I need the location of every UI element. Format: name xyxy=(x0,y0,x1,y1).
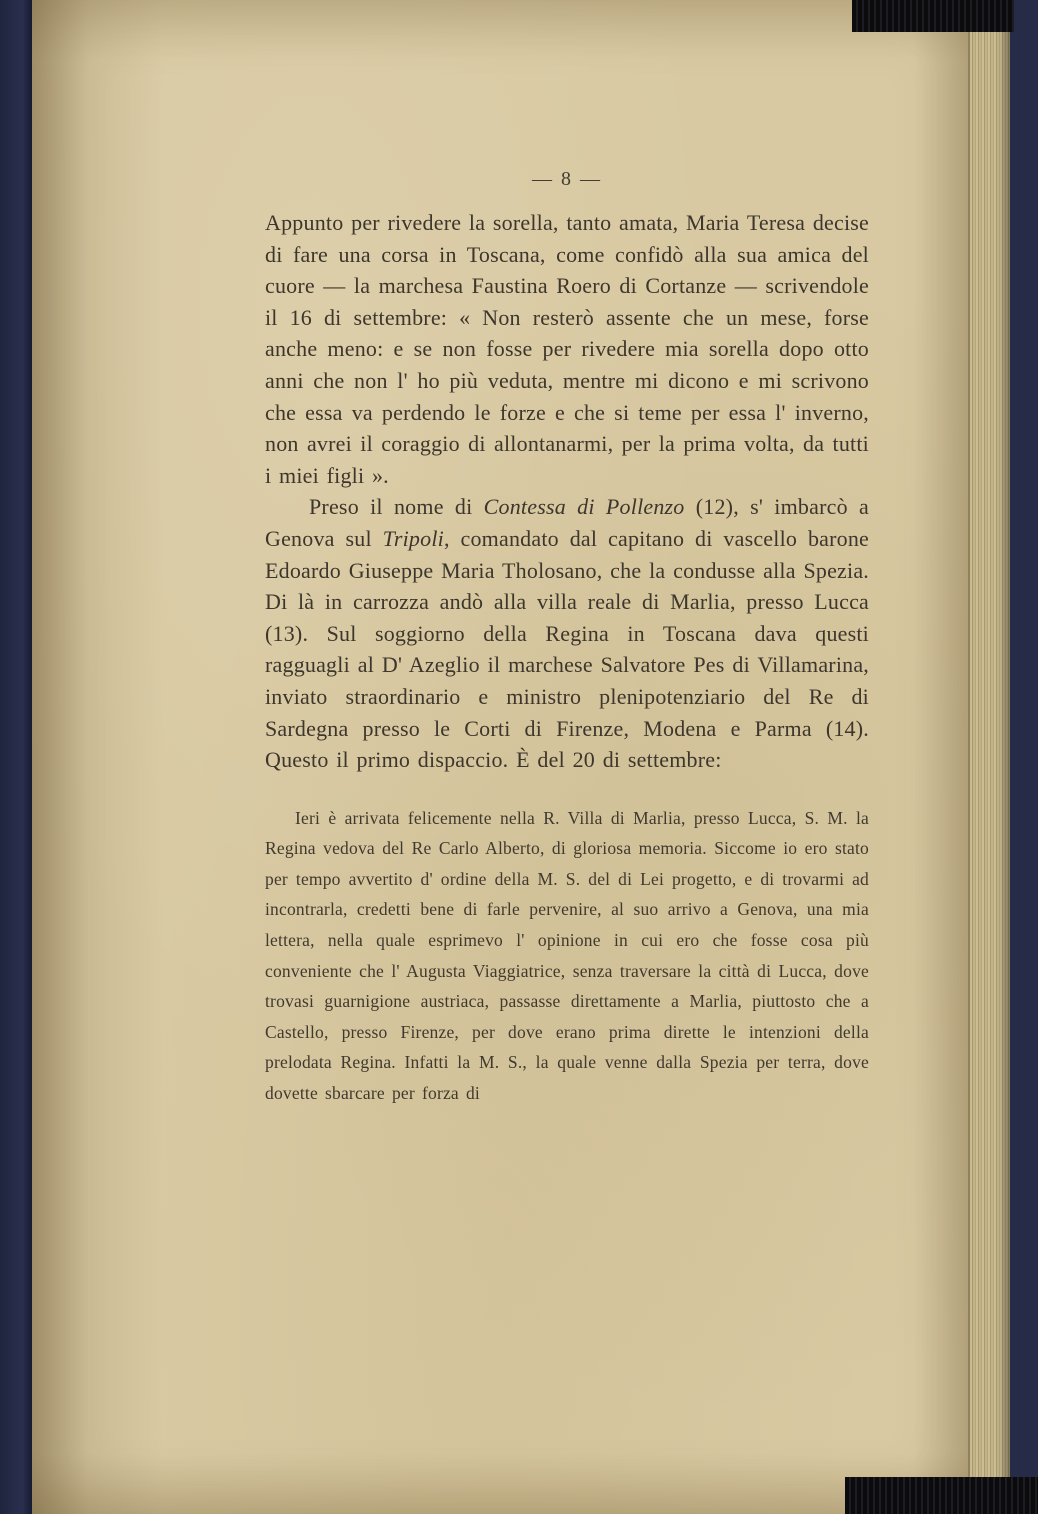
italic-title-contessa: Contessa di Pollenzo xyxy=(483,494,685,520)
paragraph-1: Appunto per rivedere la sorella, tanto amata, Maria Teresa decise di fare una corsa in Toscana, come confidò alla sua amica del cuore — la marchesa Faustina Roero di Cortanze — scrivendole il 16 di settembre: « Non resterò assente che un mese, forse anche meno: e se non fosse per rivedere mia sorella dopo otto anni che non l' ho più veduta, mentre mi dicono e mi scrivono che essa va perdendo le forze e che si teme per essa l' inverno, non avrei il coraggio di allontanarmi, per la prima volta, da tutti i miei figli ». xyxy=(265,210,869,488)
text-run: Preso il nome di xyxy=(309,494,484,520)
book-binding-edge xyxy=(0,0,32,1514)
cover-corner-bottom-right xyxy=(845,1477,1038,1514)
paragraph-2 xyxy=(265,491,869,775)
text-run: (12), s' imbarcò a Genova sul xyxy=(265,494,869,551)
block-quote-dispatch: Ieri è arrivata felicemente nella R. Villa di Marlia, presso Lucca, S. M. la Regina vedova del Re Carlo Alberto, di gloriosa memoria. Siccome io ero stato per tempo avvertito d' ordine della M. S. del di Lei progetto, e di trovarmi ad incontrarla, credetti bene di farle pervenire, al suo arrivo a Genova, una mia lettera, nella quale esprimevo l' opinione in cui ero che fosse cosa più conveniente che l' Augusta Viaggiatrice, senza traversare la città di Lucca, dove trovasi guarnigione austriaca, passasse direttamente a Marlia, piuttosto che a Castello, presso Firenze, per dove erano prima dirette le intenzioni della prelodata Regina. Infatti la M. S., la quale venne dalla Spezia per terra, dove dovette sbarcare per forza di xyxy=(265,807,869,1104)
italic-title-tripoli: Tripoli xyxy=(382,525,444,551)
text-run: , comandato dal capitano di vascello barone Edoardo Giuseppe Maria Tholosano, che la condusse alla Spezia. Di là in carrozza andò alla villa reale di Marlia, presso Lucca (13). Sul soggiorno della Regina in Toscana dava questi ragguagli al D' Azeglio il marchese Salvatore Pes di Villamarina, inviato straordinario e ministro plenipotenziario del Re di Sardegna presso le Corti di Firenze, Modena e Parma (14). Questo il primo dispaccio. È del 20 di settembre: xyxy=(265,525,869,773)
cover-corner-top-right xyxy=(852,0,1014,32)
page-content xyxy=(265,168,869,1109)
page-number: — 8 — xyxy=(532,168,602,190)
book-page xyxy=(32,0,970,1514)
page-fore-edges xyxy=(968,0,1010,1514)
